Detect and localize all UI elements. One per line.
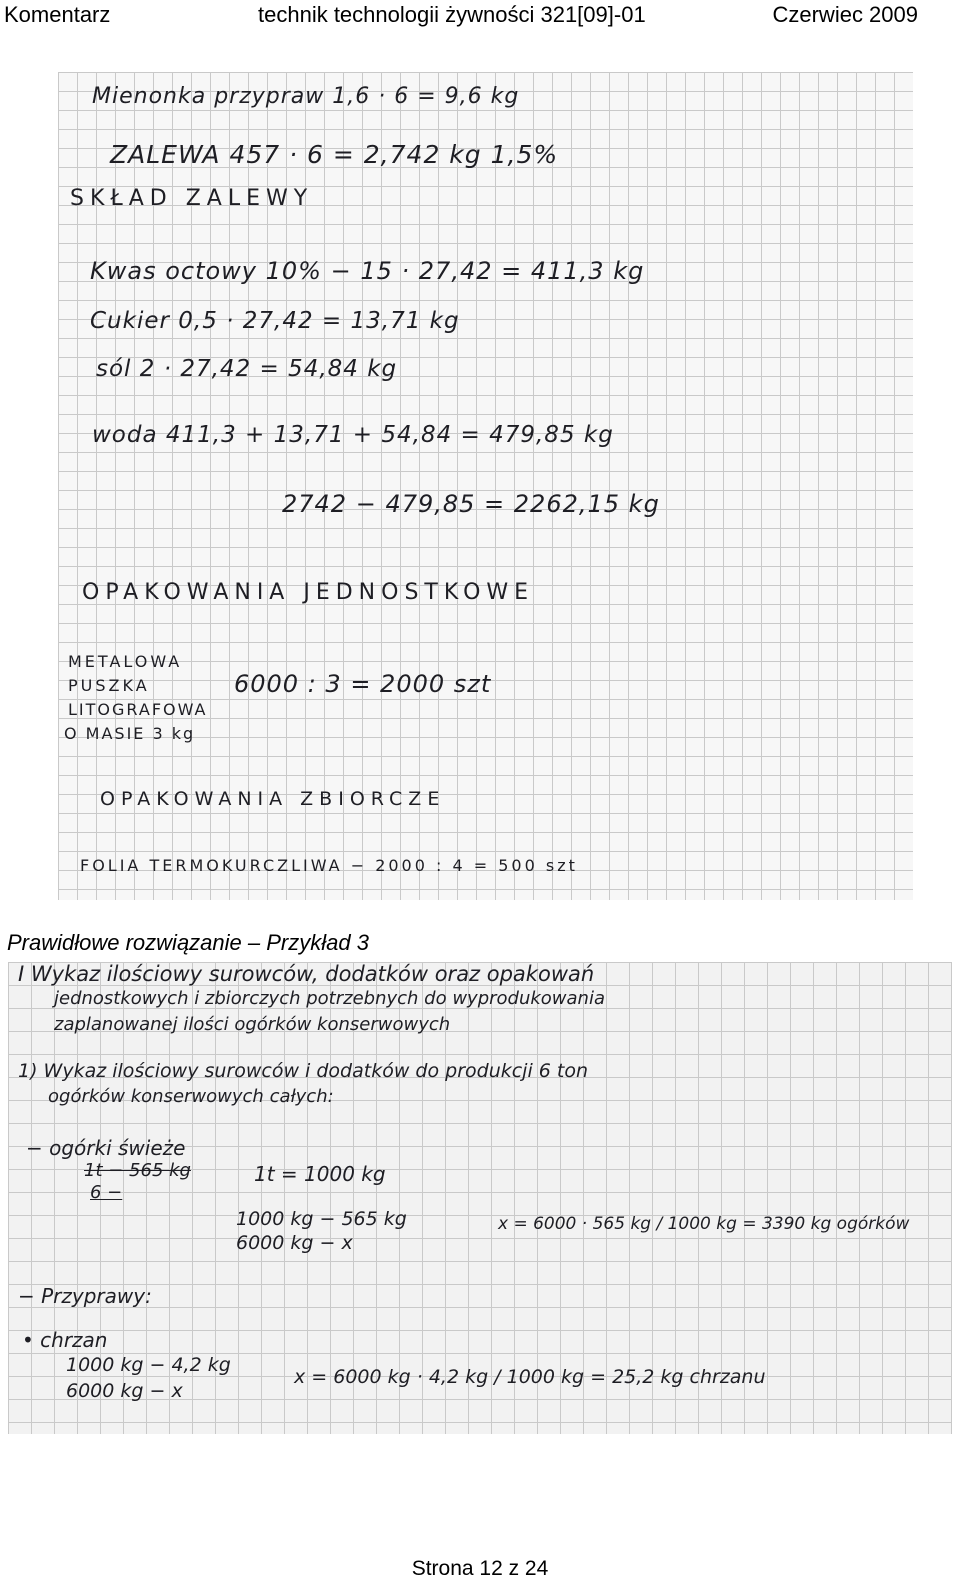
hw-line: 1t = 1000 kg	[254, 1162, 386, 1186]
hw-line: sól 2 · 27,42 = 54,84 kg	[96, 356, 398, 382]
hw-line: 1) Wykaz ilościowy surowców i dodatków do produkcji 6 ton	[18, 1060, 589, 1082]
hw-line: 6000 kg − x	[236, 1232, 353, 1254]
hw-line: Cukier 0,5 · 27,42 = 13,71 kg	[90, 308, 460, 334]
hw-line: O MASIE 3 kg	[64, 724, 196, 743]
hw-line: zaplanowanej ilości ogórków konserwowych	[54, 1014, 451, 1035]
hw-line: LITOGRAFOWA	[68, 700, 208, 719]
header-left-label: Komentarz	[4, 2, 111, 27]
header-date: Czerwiec 2009	[772, 2, 918, 27]
page-number: Strona 12 z 24	[411, 1557, 549, 1580]
hw-line: 1000 kg − 4,2 kg	[66, 1354, 231, 1376]
hw-line: • chrzan	[22, 1328, 108, 1352]
hw-line: I Wykaz ilościowy surowców, dodatków oraz opakowań	[18, 962, 595, 986]
hw-line: SKŁAD ZALEWY	[70, 186, 314, 211]
hw-line: x = 6000 · 565 kg / 1000 kg = 3390 kg ogórków	[498, 1214, 910, 1234]
hw-line: 2742 − 479,85 = 2262,15 kg	[282, 490, 660, 518]
hw-line: 6000 : 3 = 2000 szt	[234, 670, 492, 698]
page-header	[0, 0, 960, 30]
hw-line: Kwas octowy 10% − 15 · 27,42 = 411,3 kg	[90, 257, 645, 285]
hw-line: 1t − 565 kg	[84, 1160, 191, 1181]
hw-line: 6000 kg − x	[66, 1380, 183, 1402]
hw-line: 1000 kg − 565 kg	[236, 1208, 407, 1230]
hw-line: woda 411,3 + 13,71 + 54,84 = 479,85 kg	[92, 422, 614, 448]
handwritten-scan-bottom	[8, 962, 952, 1434]
hw-line: FOLIA TERMOKURCZLIWA − 2000 : 4 = 500 szt	[80, 856, 578, 875]
hw-line: METALOWA	[68, 652, 183, 671]
solution-caption: Prawidłowe rozwiązanie – Przykład 3	[7, 930, 369, 955]
hw-line: OPAKOWANIA JEDNOSTKOWE	[82, 580, 535, 605]
hw-line: − ogórki świeże	[26, 1136, 186, 1160]
header-exam-title: technik technologii żywności 321[09]-01	[258, 2, 646, 27]
hw-line: PUSZKA	[68, 676, 150, 695]
hw-line: ZALEWA 457 · 6 = 2,742 kg 1,5%	[110, 140, 559, 169]
hw-line: OPAKOWANIA ZBIORCZE	[100, 788, 446, 810]
hw-line: − Przyprawy:	[18, 1284, 152, 1308]
hw-line: Mienonka przypraw 1,6 · 6 = 9,6 kg	[92, 84, 520, 109]
hw-line: ogórków konserwowych całych:	[48, 1086, 334, 1107]
hw-line: x = 6000 kg · 4,2 kg / 1000 kg = 25,2 kg chrzanu	[294, 1366, 766, 1388]
hw-line: 6 −	[90, 1182, 123, 1203]
handwritten-scan-top	[58, 72, 913, 900]
hw-line: jednostkowych i zbiorczych potrzebnych do wyprodukowania	[54, 988, 605, 1009]
